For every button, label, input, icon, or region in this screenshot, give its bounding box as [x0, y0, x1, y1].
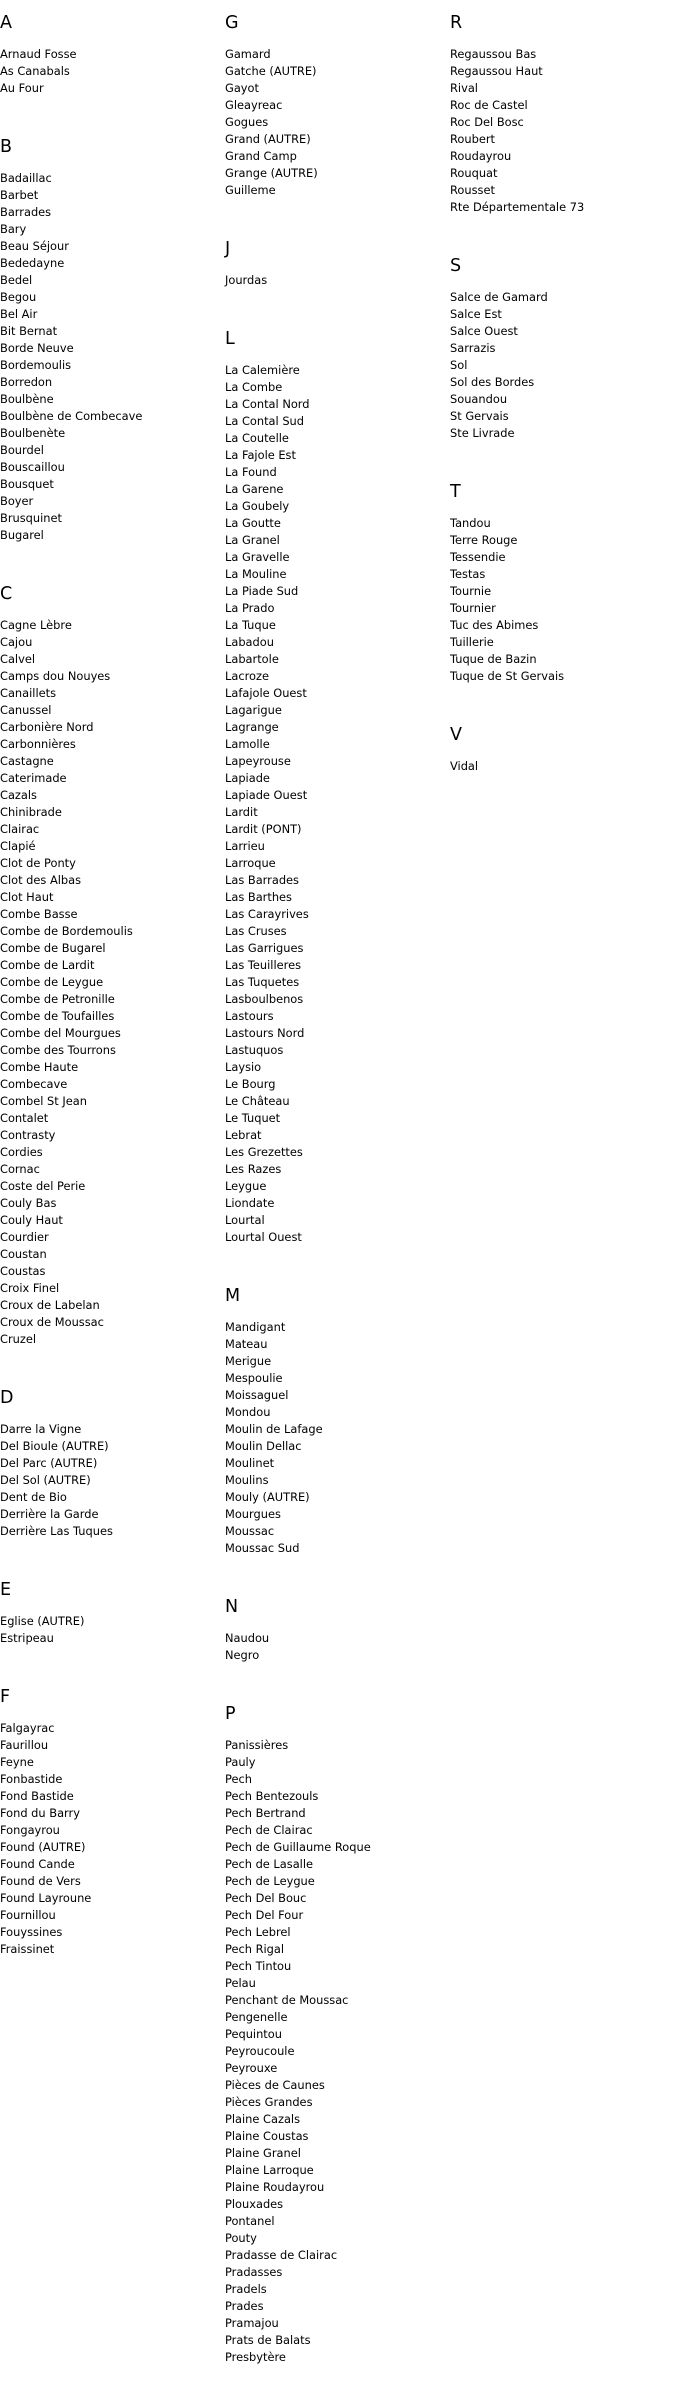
section-letter-heading: B	[0, 137, 13, 157]
place-link[interactable]: Salce Ouest	[450, 324, 518, 338]
place-link[interactable]: Bededayne	[0, 256, 65, 270]
place-link[interactable]: Fond Bastide	[0, 1789, 74, 1803]
place-link[interactable]: Tuc des Abimes	[450, 618, 539, 632]
place-link[interactable]: Combe de Toufailles	[0, 1009, 115, 1023]
place-link[interactable]: Borredon	[0, 375, 53, 389]
letter-section	[0, 1388, 222, 1567]
section-letter-heading: C	[0, 584, 13, 604]
place-link[interactable]: Moulins	[225, 1473, 269, 1487]
section-letter-heading: G	[225, 13, 239, 33]
place-link[interactable]: Gamard	[225, 47, 271, 61]
place-link[interactable]: Grand (AUTRE)	[225, 132, 311, 146]
place-link[interactable]: Las Barrades	[225, 873, 299, 887]
place-link[interactable]: Pièces de Caunes	[225, 2078, 325, 2092]
place-link[interactable]: Grand Camp	[225, 149, 297, 163]
place-link[interactable]: Leygue	[225, 1179, 267, 1193]
letter-section	[0, 1580, 222, 1674]
place-link[interactable]: Pradasse de Clairac	[225, 2248, 338, 2262]
place-link[interactable]: Carbonière Nord	[0, 720, 94, 734]
place-link[interactable]: Combe Haute	[0, 1060, 79, 1074]
place-link[interactable]: Pièces Grandes	[225, 2095, 313, 2109]
place-link[interactable]: Cordies	[0, 1145, 43, 1159]
place-link[interactable]: Coustas	[0, 1264, 46, 1278]
place-link[interactable]: Plouxades	[225, 2197, 284, 2211]
place-link[interactable]: Sol	[450, 358, 468, 372]
place-link[interactable]: Roudayrou	[450, 149, 512, 163]
place-link[interactable]: Le Château	[225, 1094, 290, 1108]
place-link[interactable]: Salce Est	[450, 307, 502, 321]
place-link[interactable]: Tuillerie	[450, 635, 494, 649]
place-link[interactable]: Pengenelle	[225, 2010, 288, 2024]
place-link[interactable]: Clapié	[0, 839, 36, 853]
place-link[interactable]: Derrière Las Tuques	[0, 1524, 113, 1538]
place-link[interactable]: St Gervais	[450, 409, 509, 423]
place-link[interactable]: Rte Départementale 73	[450, 200, 585, 214]
place-link[interactable]: Cajou	[0, 635, 33, 649]
place-link[interactable]: Bousquet	[0, 477, 54, 491]
place-link[interactable]: La Goutte	[225, 516, 281, 530]
place-link[interactable]: Feyne	[0, 1755, 34, 1769]
place-link[interactable]: Combe de Petronille	[0, 992, 115, 1006]
place-link[interactable]: Found de Vers	[0, 1874, 81, 1888]
place-link[interactable]: Gayot	[225, 81, 259, 95]
section-spacer	[225, 1664, 447, 1691]
place-link[interactable]: Cornac	[0, 1162, 40, 1176]
place-link[interactable]: Boulbène de Combecave	[0, 409, 143, 423]
section-spacer	[0, 97, 222, 124]
place-link[interactable]: Bit Bernat	[0, 324, 58, 338]
place-link[interactable]: Lagarigue	[225, 703, 282, 717]
place-link[interactable]: Faurillou	[0, 1738, 49, 1752]
place-link[interactable]: Testas	[450, 567, 486, 581]
place-link[interactable]: Canussel	[0, 703, 52, 717]
place-link[interactable]: La Fajole Est	[225, 448, 296, 462]
place-link[interactable]: Cagne Lèbre	[0, 618, 72, 632]
place-link[interactable]: Mondou	[225, 1405, 271, 1419]
place-link[interactable]: La Goubely	[225, 499, 290, 513]
section-spacer	[225, 1246, 447, 1273]
place-link[interactable]: Combe de Bordemoulis	[0, 924, 133, 938]
section-spacer	[450, 216, 672, 243]
place-link[interactable]: La Granel	[225, 533, 280, 547]
place-link[interactable]: Lapeyrouse	[225, 754, 291, 768]
place-link[interactable]: Salce de Gamard	[450, 290, 548, 304]
section-spacer	[225, 2366, 447, 2393]
place-link[interactable]: Labadou	[225, 635, 274, 649]
place-link[interactable]: Souandou	[450, 392, 508, 406]
place-link[interactable]: Lastours Nord	[225, 1026, 305, 1040]
place-link[interactable]: Borde Neuve	[0, 341, 74, 355]
place-link[interactable]: Pech Del Bouc	[225, 1891, 307, 1905]
place-link[interactable]: Boulbène	[0, 392, 54, 406]
place-link[interactable]: Las Teuilleres	[225, 958, 302, 972]
place-link[interactable]: Combe de Bugarel	[0, 941, 106, 955]
place-link[interactable]: Roubert	[450, 132, 495, 146]
place-link[interactable]: Moussac	[225, 1524, 275, 1538]
place-link[interactable]: Lourtal Ouest	[225, 1230, 302, 1244]
place-link[interactable]: Jourdas	[225, 273, 268, 287]
place-link[interactable]: La Gravelle	[225, 550, 290, 564]
place-link[interactable]: Boulbenète	[0, 426, 66, 440]
place-link[interactable]: Cazals	[0, 788, 37, 802]
place-link[interactable]: Dent de Bio	[0, 1490, 67, 1504]
place-link[interactable]: Mateau	[225, 1337, 268, 1351]
place-link[interactable]: Caterimade	[0, 771, 67, 785]
place-link[interactable]: Combe Basse	[0, 907, 78, 921]
place-link[interactable]: Coustan	[0, 1247, 47, 1261]
section-letter-heading: F	[0, 1687, 11, 1707]
place-link[interactable]: Pech	[225, 1772, 252, 1786]
place-link[interactable]: Le Bourg	[225, 1077, 276, 1091]
section-spacer	[450, 775, 672, 802]
place-link[interactable]: Las Tuquetes	[225, 975, 300, 989]
place-link[interactable]: Boyer	[0, 494, 34, 508]
place-link[interactable]: Larrieu	[225, 839, 265, 853]
place-link[interactable]: Del Bioule (AUTRE)	[0, 1439, 109, 1453]
place-link[interactable]: Moussac Sud	[225, 1541, 300, 1555]
place-link[interactable]: Tournie	[450, 584, 492, 598]
place-link[interactable]: Fournillou	[0, 1908, 56, 1922]
place-link[interactable]: Pech Rigal	[225, 1942, 285, 1956]
place-link[interactable]: Plaine Larroque	[225, 2163, 314, 2177]
place-link[interactable]: Plaine Granel	[225, 2146, 301, 2160]
place-link[interactable]: Combe de Lardit	[0, 958, 95, 972]
place-link[interactable]: Rouquat	[450, 166, 498, 180]
place-link[interactable]: Pech Del Four	[225, 1908, 304, 1922]
place-link[interactable]: Liondate	[225, 1196, 275, 1210]
place-link[interactable]: Tuque de St Gervais	[450, 669, 565, 683]
place-link[interactable]: Contrasty	[0, 1128, 56, 1142]
letter-section	[225, 1704, 447, 2393]
place-link[interactable]: Plaine Roudayrou	[225, 2180, 325, 2194]
section-letter-heading: V	[450, 725, 462, 745]
place-link[interactable]: La Tuque	[225, 618, 276, 632]
section-letter-heading: P	[225, 1704, 236, 1724]
place-link[interactable]: Pontanel	[225, 2214, 275, 2228]
place-link[interactable]: Bugarel	[0, 528, 44, 542]
place-link[interactable]: Badaillac	[0, 171, 52, 185]
place-link[interactable]: Found Cande	[0, 1857, 75, 1871]
section-spacer	[225, 199, 447, 226]
place-link[interactable]: Lapiade Ouest	[225, 788, 308, 802]
place-link[interactable]: Beau Séjour	[0, 239, 69, 253]
place-link[interactable]: Gogues	[225, 115, 269, 129]
place-link[interactable]: Pech Tintou	[225, 1959, 292, 1973]
place-link[interactable]: Calvel	[0, 652, 36, 666]
place-link[interactable]: Croix Finel	[0, 1281, 60, 1295]
place-link[interactable]: La Coutelle	[225, 431, 289, 445]
letter-section	[225, 1286, 447, 1584]
place-link[interactable]: Regaussou Bas	[450, 47, 537, 61]
place-link[interactable]: Clot Haut	[0, 890, 54, 904]
place-link[interactable]: Las Garrigues	[225, 941, 304, 955]
letter-section	[0, 13, 222, 124]
place-link[interactable]: Mouly (AUTRE)	[225, 1490, 310, 1504]
place-link[interactable]: Begou	[0, 290, 37, 304]
place-link[interactable]: Eglise (AUTRE)	[0, 1614, 85, 1628]
place-link[interactable]: Pech de Clairac	[225, 1823, 313, 1837]
place-link[interactable]: Merigue	[225, 1354, 272, 1368]
place-link[interactable]: Combel St Jean	[0, 1094, 87, 1108]
section-spacer	[225, 1557, 447, 1584]
place-link[interactable]: Terre Rouge	[450, 533, 518, 547]
place-link[interactable]: Bouscaillou	[0, 460, 65, 474]
place-link[interactable]: Peyroucoule	[225, 2044, 295, 2058]
column-1	[0, 0, 222, 1985]
place-link[interactable]: Bourdel	[0, 443, 44, 457]
place-link[interactable]: Pramajou	[225, 2316, 279, 2330]
letter-section	[225, 239, 447, 316]
place-link[interactable]: Regaussou Haut	[450, 64, 543, 78]
place-link[interactable]: La Piade Sud	[225, 584, 299, 598]
place-link[interactable]: Couly Bas	[0, 1196, 57, 1210]
place-link[interactable]: Barrades	[0, 205, 52, 219]
place-link[interactable]: Lastours	[225, 1009, 274, 1023]
place-link[interactable]: Peyrouxe	[225, 2061, 278, 2075]
place-link[interactable]: Les Razes	[225, 1162, 282, 1176]
place-link[interactable]: Castagne	[0, 754, 54, 768]
place-link[interactable]: Pradasses	[225, 2265, 283, 2279]
section-spacer	[0, 1348, 222, 1375]
place-link[interactable]: Mandigant	[225, 1320, 286, 1334]
place-link[interactable]: Larroque	[225, 856, 276, 870]
place-link[interactable]: Au Four	[0, 81, 44, 95]
place-link[interactable]: Les Grezettes	[225, 1145, 303, 1159]
place-link[interactable]: La Combe	[225, 380, 283, 394]
place-link[interactable]: Prats de Balats	[225, 2333, 311, 2347]
place-link[interactable]: Pech de Lasalle	[225, 1857, 314, 1871]
place-link[interactable]: Guilleme	[225, 183, 276, 197]
place-link[interactable]: La Found	[225, 465, 277, 479]
place-link[interactable]: Gleayreac	[225, 98, 283, 112]
place-link[interactable]: Del Parc (AUTRE)	[0, 1456, 98, 1470]
place-link[interactable]: Lagrange	[225, 720, 279, 734]
letter-section	[0, 1687, 222, 1985]
place-link[interactable]: Panissières	[225, 1738, 289, 1752]
place-link[interactable]: Prades	[225, 2299, 264, 2313]
place-link[interactable]: Pech de Guillaume Roque	[225, 1840, 371, 1854]
place-link[interactable]: As Canabals	[0, 64, 70, 78]
place-link[interactable]: Rousset	[450, 183, 495, 197]
place-link[interactable]: Lebrat	[225, 1128, 262, 1142]
letter-section	[225, 329, 447, 1273]
place-link[interactable]: Roc de Castel	[450, 98, 528, 112]
place-link[interactable]: Fonbastide	[0, 1772, 63, 1786]
section-letter-heading: E	[0, 1580, 12, 1600]
place-link[interactable]: Labartole	[225, 652, 279, 666]
column-2	[225, 0, 447, 2393]
letter-section	[450, 13, 672, 243]
place-link[interactable]: Lapiade	[225, 771, 270, 785]
place-link[interactable]: La Calemière	[225, 363, 300, 377]
place-link[interactable]: Fond du Barry	[0, 1806, 80, 1820]
place-link[interactable]: La Contal Nord	[225, 397, 310, 411]
letter-section	[0, 584, 222, 1375]
place-link[interactable]: Gatche (AUTRE)	[225, 64, 317, 78]
place-link[interactable]: Pech Bertrand	[225, 1806, 306, 1820]
place-link[interactable]: Lardit (PONT)	[225, 822, 302, 836]
place-link[interactable]: Bary	[0, 222, 27, 236]
place-link[interactable]: Presbytère	[225, 2350, 286, 2364]
place-link[interactable]: Arnaud Fosse	[0, 47, 77, 61]
place-link[interactable]: Roc Del Bosc	[450, 115, 524, 129]
place-link[interactable]: Pech de Leygue	[225, 1874, 315, 1888]
place-link[interactable]: Fraissinet	[0, 1942, 55, 1956]
place-link[interactable]: Vidal	[450, 759, 479, 773]
place-link[interactable]: Found (AUTRE)	[0, 1840, 86, 1854]
place-link[interactable]: Bordemoulis	[0, 358, 72, 372]
letter-section	[450, 256, 672, 469]
place-link[interactable]: Combe del Mourgues	[0, 1026, 121, 1040]
section-spacer	[0, 1647, 222, 1674]
place-link[interactable]: Laysio	[225, 1060, 262, 1074]
place-link[interactable]: Plaine Cazals	[225, 2112, 301, 2126]
place-link[interactable]: Le Tuquet	[225, 1111, 281, 1125]
section-letter-heading: N	[225, 1597, 239, 1617]
place-link[interactable]: Darre la Vigne	[0, 1422, 82, 1436]
section-spacer	[225, 289, 447, 316]
place-link[interactable]: Tessendie	[450, 550, 506, 564]
place-link[interactable]: Pauly	[225, 1755, 256, 1769]
letter-section	[450, 725, 672, 802]
letter-section	[225, 13, 447, 226]
place-link[interactable]: Couly Haut	[0, 1213, 63, 1227]
place-link[interactable]: Canaillets	[0, 686, 57, 700]
place-link[interactable]: Clairac	[0, 822, 40, 836]
place-link[interactable]: Fouyssines	[0, 1925, 63, 1939]
place-link[interactable]: Croux de Moussac	[0, 1315, 104, 1329]
place-link[interactable]: Found Layroune	[0, 1891, 92, 1905]
section-letter-heading: M	[225, 1286, 241, 1306]
place-link[interactable]: Pelau	[225, 1976, 256, 1990]
place-link[interactable]: Moissaguel	[225, 1388, 289, 1402]
place-link[interactable]: Ste Livrade	[450, 426, 515, 440]
place-link[interactable]: Contalet	[0, 1111, 49, 1125]
column-3	[450, 0, 672, 802]
place-link[interactable]: La Prado	[225, 601, 275, 615]
place-link[interactable]: Brusquinet	[0, 511, 62, 525]
place-link[interactable]: Coste del Perie	[0, 1179, 86, 1193]
place-link[interactable]: Lacroze	[225, 669, 269, 683]
letter-section	[450, 482, 672, 712]
section-letter-heading: D	[0, 1388, 14, 1408]
place-link[interactable]: La Mouline	[225, 567, 287, 581]
place-link[interactable]: Estripeau	[0, 1631, 54, 1645]
place-link[interactable]: Pech Lebrel	[225, 1925, 291, 1939]
section-letter-heading: A	[0, 13, 12, 33]
place-link[interactable]: Bedel	[0, 273, 33, 287]
section-letter-heading: R	[450, 13, 463, 33]
place-link[interactable]: Sarrazis	[450, 341, 496, 355]
section-letter-heading: S	[450, 256, 462, 276]
place-link[interactable]: Barbet	[0, 188, 39, 202]
place-link[interactable]: Courdier	[0, 1230, 49, 1244]
place-link[interactable]: Combecave	[0, 1077, 68, 1091]
section-spacer	[0, 1540, 222, 1567]
place-link[interactable]: Del Sol (AUTRE)	[0, 1473, 91, 1487]
section-spacer	[450, 442, 672, 469]
place-link[interactable]: Croux de Labelan	[0, 1298, 100, 1312]
place-link[interactable]: Moulinet	[225, 1456, 275, 1470]
place-link[interactable]: Tuque de Bazin	[450, 652, 537, 666]
section-spacer	[0, 1958, 222, 1985]
place-link[interactable]: Lafajole Ouest	[225, 686, 307, 700]
letter-section	[0, 137, 222, 571]
section-spacer	[450, 685, 672, 712]
place-link[interactable]: Las Barthes	[225, 890, 292, 904]
place-link[interactable]: Mespoulie	[225, 1371, 283, 1385]
place-link[interactable]: Clot de Ponty	[0, 856, 76, 870]
place-link[interactable]: Clot des Albas	[0, 873, 82, 887]
place-link[interactable]: Plaine Coustas	[225, 2129, 309, 2143]
place-link[interactable]: Bel Air	[0, 307, 38, 321]
place-link[interactable]: La Contal Sud	[225, 414, 305, 428]
place-link[interactable]: Sol des Bordes	[450, 375, 535, 389]
place-link[interactable]: Camps dou Nouyes	[0, 669, 111, 683]
place-link[interactable]: Negro	[225, 1648, 260, 1662]
section-spacer	[0, 544, 222, 571]
section-letter-heading: J	[225, 239, 231, 259]
place-link[interactable]: Moulin de Lafage	[225, 1422, 323, 1436]
place-link[interactable]: Rival	[450, 81, 478, 95]
place-link[interactable]: Penchant de Moussac	[225, 1993, 349, 2007]
place-link[interactable]: Combe des Tourrons	[0, 1043, 116, 1057]
place-link[interactable]: Lardit	[225, 805, 258, 819]
place-link[interactable]: Tournier	[450, 601, 496, 615]
place-link[interactable]: Pech Bentezouls	[225, 1789, 319, 1803]
place-link[interactable]: Lourtal	[225, 1213, 265, 1227]
place-link[interactable]: Lastuquos	[225, 1043, 284, 1057]
letter-section	[225, 1597, 447, 1691]
place-link[interactable]: Grange (AUTRE)	[225, 166, 318, 180]
place-link[interactable]: Carbonnières	[0, 737, 76, 751]
place-link[interactable]: Lasboulbenos	[225, 992, 304, 1006]
place-link[interactable]: Naudou	[225, 1631, 270, 1645]
place-link[interactable]: Cruzel	[0, 1332, 37, 1346]
place-link[interactable]: Chinibrade	[0, 805, 62, 819]
place-link[interactable]: Combe de Leygue	[0, 975, 104, 989]
section-letter-heading: L	[225, 329, 235, 349]
place-link[interactable]: Las Carayrives	[225, 907, 309, 921]
place-link[interactable]: Pequintou	[225, 2027, 282, 2041]
place-link[interactable]: Fongayrou	[0, 1823, 60, 1837]
place-link[interactable]: Derrière la Garde	[0, 1507, 99, 1521]
place-link[interactable]: Mourgues	[225, 1507, 281, 1521]
place-link[interactable]: Moulin Dellac	[225, 1439, 302, 1453]
place-link[interactable]: Tandou	[450, 516, 491, 530]
section-letter-heading: T	[450, 482, 461, 502]
place-link[interactable]: Lamolle	[225, 737, 270, 751]
place-link[interactable]: La Garene	[225, 482, 284, 496]
place-link[interactable]: Las Cruses	[225, 924, 287, 938]
place-link[interactable]: Pouty	[225, 2231, 257, 2245]
place-link[interactable]: Falgayrac	[0, 1721, 55, 1735]
place-link[interactable]: Pradels	[225, 2282, 267, 2296]
